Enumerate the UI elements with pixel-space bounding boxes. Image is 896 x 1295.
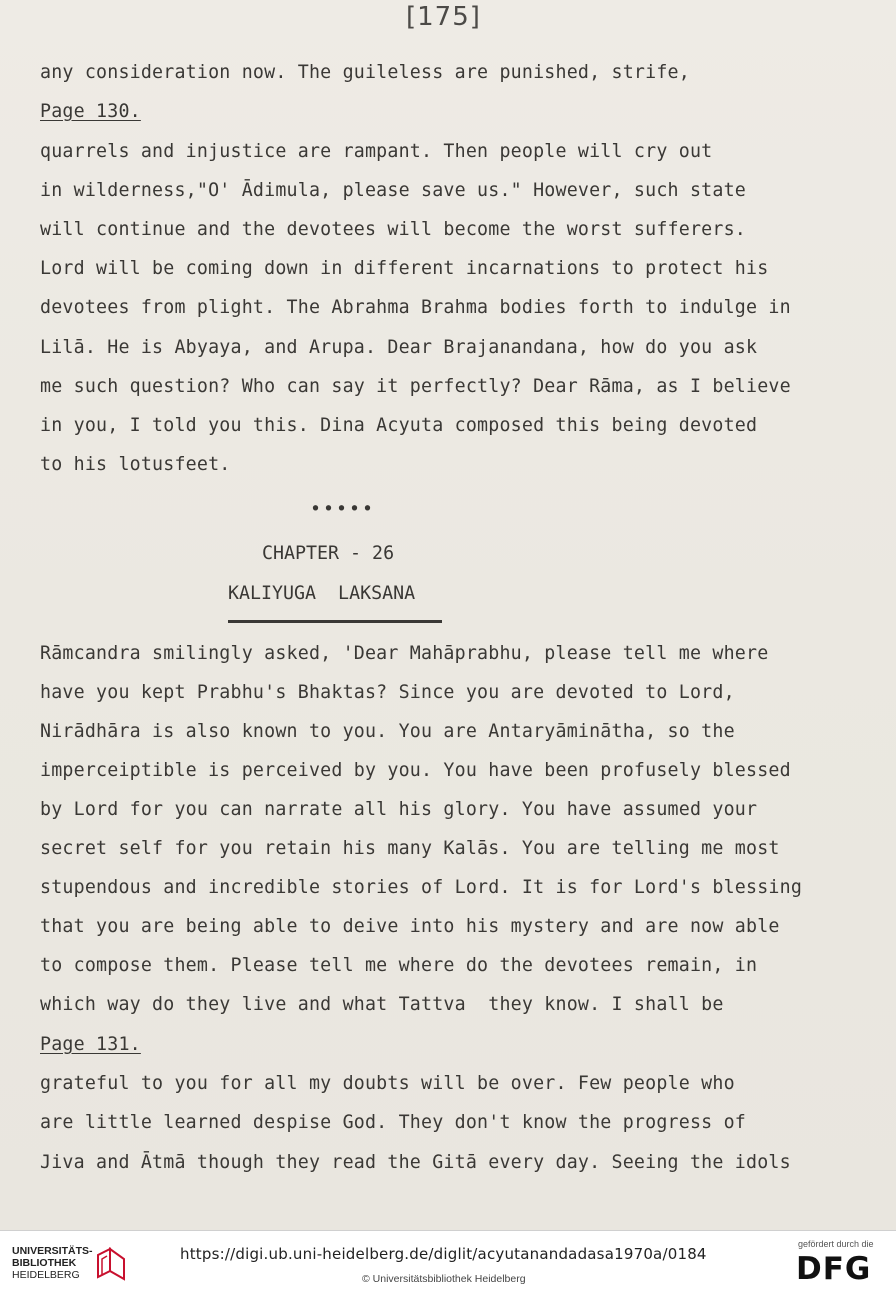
chapter-title-rule — [228, 620, 442, 623]
text-line: to compose them. Please tell me where do the devotees remain, in — [40, 955, 758, 976]
text-line: to his lotusfeet. — [40, 454, 231, 475]
text-line: grateful to you for all my doubts will be over. Few people who — [40, 1073, 735, 1094]
library-name-line3: HEIDELBERG — [12, 1269, 80, 1281]
text-line: me such question? Who can say it perfectly? Dear Rāma, as I believe — [40, 376, 791, 397]
page-url-link[interactable]: https://digi.ub.uni-heidelberg.de/diglit/acyutanandadasa1970a/0184 — [180, 1245, 707, 1263]
text-line: quarrels and injustice are rampant. Then people will cry out — [40, 141, 713, 162]
section-separator: ••••• — [310, 499, 376, 520]
archive-number: [175] — [406, 2, 481, 32]
chapter-title: KALIYUGA LAKSANA — [228, 583, 416, 604]
text-line: imperceiptible is perceived by you. You have been profusely blessed — [40, 760, 791, 781]
chapter-number: CHAPTER - 26 — [262, 543, 395, 564]
viewer-footer — [0, 1230, 896, 1295]
text-line: Rāmcandra smilingly asked, 'Dear Mahāprabhu, please tell me where — [40, 643, 769, 664]
text-line: in wilderness,"O' Ādimula, please save us." However, such state — [40, 180, 746, 201]
funder-label: gefördert durch die — [798, 1239, 874, 1249]
library-name-line2: BIBLIOTHEK — [12, 1257, 77, 1269]
library-emblem-icon — [94, 1245, 130, 1281]
text-line: Lilā. He is Abyaya, and Arupa. Dear Brajanandana, how do you ask — [40, 337, 758, 358]
text-line: are little learned despise God. They don't know the progress of — [40, 1112, 746, 1133]
library-name-line1: UNIVERSITÄTS- — [12, 1245, 93, 1257]
text-line: which way do they live and what Tattva they know. I shall be — [40, 994, 724, 1015]
text-line: in you, I told you this. Dina Acyuta composed this being devoted — [40, 415, 758, 436]
text-line: that you are being able to deive into his mystery and are now able — [40, 916, 780, 937]
text-line: Nirādhāra is also known to you. You are Antaryāminātha, so the — [40, 721, 735, 742]
text-line: any consideration now. The guileless are punished, strife, — [40, 62, 690, 83]
text-line: have you kept Prabhu's Bhaktas? Since you are devoted to Lord, — [40, 682, 735, 703]
text-line: Jiva and Ātmā though they read the Gitā every day. Seeing the idols — [40, 1152, 791, 1173]
library-logo[interactable] — [12, 1245, 142, 1285]
copyright-notice: © Universitätsbibliothek Heidelberg — [362, 1273, 526, 1285]
page-reference: Page 131. — [40, 1034, 141, 1055]
text-line: stupendous and incredible stories of Lord. It is for Lord's blessing — [40, 877, 803, 898]
text-line: will continue and the devotees will become the worst sufferers. — [40, 219, 746, 240]
text-line: secret self for you retain his many Kalās. You are telling me most — [40, 838, 780, 859]
dfg-logo[interactable]: DFG — [796, 1251, 872, 1287]
page-reference: Page 130. — [40, 101, 141, 122]
text-line: Lord will be coming down in different incarnations to protect his — [40, 258, 769, 279]
text-line: devotees from plight. The Abrahma Brahma bodies forth to indulge in — [40, 297, 791, 318]
text-line: by Lord for you can narrate all his glory. You have assumed your — [40, 799, 758, 820]
